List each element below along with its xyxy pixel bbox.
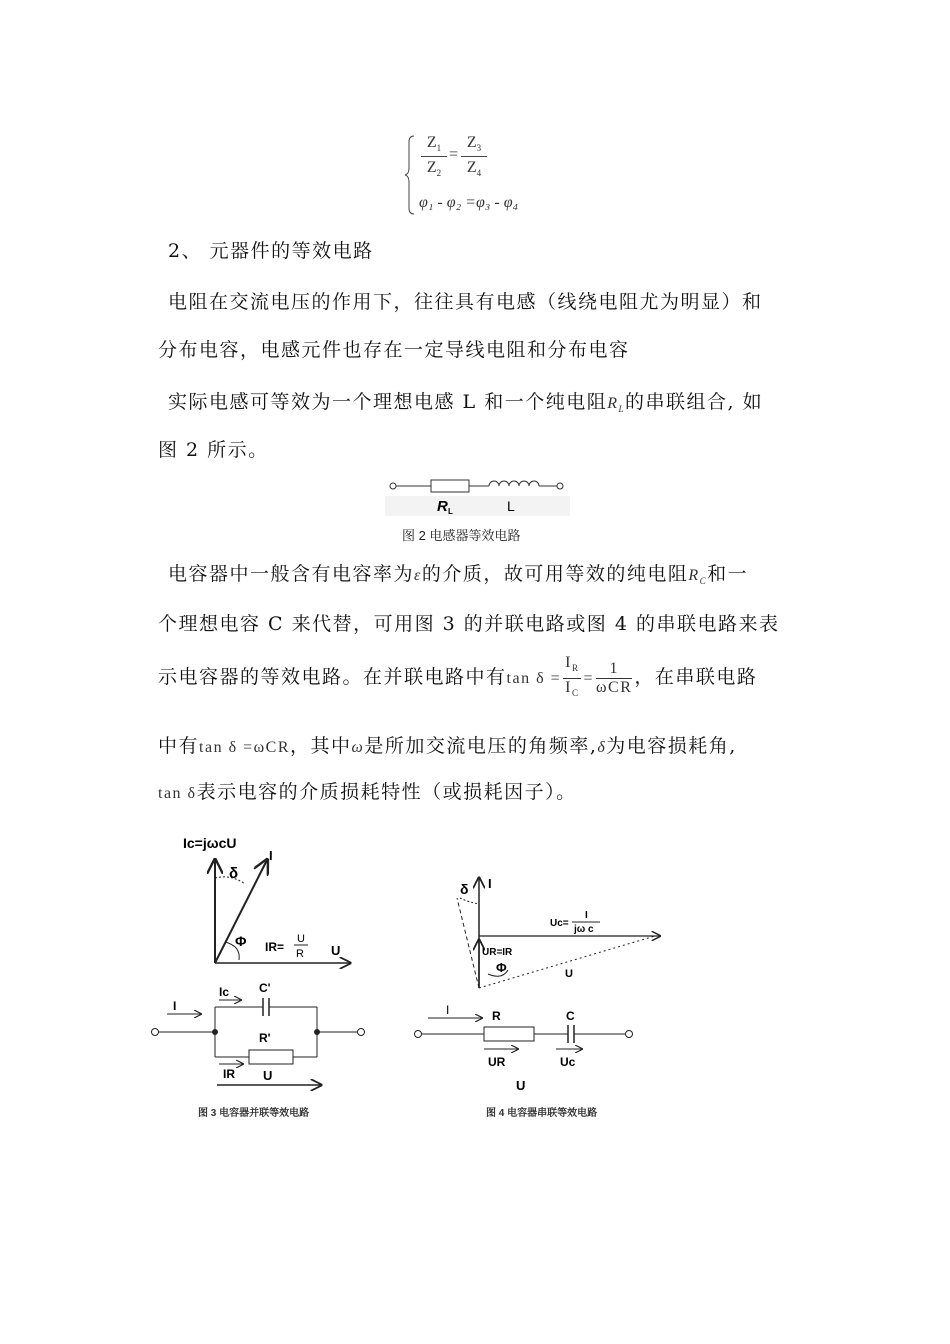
fig3-ic-formula: Ic=jωcU (183, 835, 237, 851)
svg-text:Φ: Φ (235, 933, 247, 949)
section-heading: 2、 元器件的等效电路 (168, 240, 374, 262)
rl-symbol: $R_L$ (607, 395, 625, 415)
fig4-dashed-line (457, 898, 479, 988)
paragraph-1-line-1: 电阻在交流电压的作用下，往往具有电感（线绕电阻尤为明显）和 (168, 291, 763, 313)
one-over-wcr: $\frac{1}{\text{ωCR}}$ (596, 659, 633, 696)
svg-text:R: R (296, 948, 304, 960)
rc-symbol: $R_C$ (688, 567, 708, 587)
tan-delta-eq: tan δ = (506, 670, 562, 687)
epsilon-symbol: ε (414, 567, 422, 584)
svg-text:UR=IR: UR=IR (482, 947, 513, 958)
svg-text:C: C (566, 1009, 575, 1023)
paragraph-4-line-2: tan δ表示电容的介质损耗特性（或损耗因子）。 (158, 781, 577, 803)
svg-text:U: U (297, 933, 305, 945)
fig2-l-label: L (507, 498, 515, 514)
delta-symbol: δ (597, 739, 607, 756)
svg-text:Uc: Uc (560, 1055, 576, 1069)
svg-text:U: U (565, 968, 573, 980)
figure-3-caption: 图 3 电容器并联等效电路 (198, 1108, 310, 1119)
svg-text:δ: δ (229, 865, 239, 882)
figure-2-caption: 图 2 电感器等效电路 (402, 528, 521, 543)
svg-text:R: R (492, 1009, 501, 1023)
svg-text:I: I (585, 910, 588, 921)
figure-3 (145, 830, 375, 1100)
fig2-rl-sub: L (448, 507, 453, 516)
resistor-symbol (431, 480, 469, 492)
paragraph-4-line-1: 中有tan δ =ωCR，其中ω是所加交流电压的角频率,δ为电容损耗角, (158, 735, 737, 757)
paragraph-2-line-2: 图 2 所示。 (158, 439, 269, 461)
inductor-circuit-diagram (385, 474, 570, 524)
fig4-resistor (484, 1027, 534, 1041)
figure-4-caption: 图 4 电容器串联等效电路 (486, 1108, 598, 1119)
omega-symbol: ω (351, 739, 365, 756)
paragraph-3-line-2: 个理想电容 C 来代替，可用图 3 的并联电路或图 4 的串联电路来表 (158, 613, 780, 635)
figure-4 (410, 870, 670, 1100)
eq-z4: $Z_4$ (466, 159, 482, 179)
tan-delta-label: tan δ (158, 785, 197, 802)
figure-2 (385, 474, 570, 524)
eq-phase-line: φ₁ - φ₂ =φ₃ - φ₄ (419, 194, 519, 211)
eq-z1: $Z_1$ (426, 134, 442, 154)
svg-text:U: U (331, 943, 341, 958)
fig3-resistor (249, 1050, 293, 1064)
parallel-phasor-and-circuit (145, 830, 375, 1100)
paragraph-1-line-2: 分布电容，电感元件也存在一定导线电阻和分布电容 (158, 339, 630, 361)
eq-equals: = (449, 146, 459, 163)
svg-text:Ic: Ic (219, 985, 230, 999)
paragraph-2-line-1: 实际电感可等效为一个理想电感 L 和一个纯电阻$R_L$的串联组合, 如 (168, 391, 764, 415)
tan-delta-series: tan δ =ωCR (199, 739, 290, 756)
paragraph-3-line-1: 电容器中一般含有电容率为ε的介质，故可用等效的纯电阻$R_C$和一 (168, 563, 749, 587)
svg-text:δ: δ (460, 881, 469, 897)
inductor-symbol (489, 481, 539, 486)
svg-text:I: I (269, 848, 273, 863)
svg-text:IR: IR (223, 1067, 235, 1081)
fig2-rl-label: R (437, 498, 448, 515)
svg-text:I: I (446, 1003, 450, 1017)
svg-text:C': C' (259, 981, 271, 995)
ir-over-ic: $\frac{I_R}{I_C}$ (565, 654, 580, 698)
svg-text:U: U (263, 1068, 273, 1083)
svg-text:Φ: Φ (496, 960, 507, 975)
svg-text:jω c: jω c (574, 924, 594, 935)
series-phasor-and-circuit (410, 870, 670, 1100)
svg-text:I: I (173, 999, 177, 1013)
svg-text:IR=: IR= (265, 940, 285, 954)
paragraph-3-line-3: 示电容器的等效电路。在并联电路中有tan δ = $\frac{I_R}{I_C}$ = $\frac{1}{\text{ωCR}}$ ，在串联电路 (158, 652, 818, 704)
svg-text:UR: UR (488, 1055, 506, 1069)
svg-text:Uc=: Uc= (550, 918, 569, 929)
svg-text:R': R' (259, 1031, 271, 1045)
eq-z3: $Z_3$ (466, 134, 482, 154)
svg-text:U: U (516, 1078, 526, 1093)
equation-system (405, 132, 555, 218)
eq-z2: $Z_2$ (426, 159, 442, 179)
svg-text:I: I (488, 876, 492, 891)
